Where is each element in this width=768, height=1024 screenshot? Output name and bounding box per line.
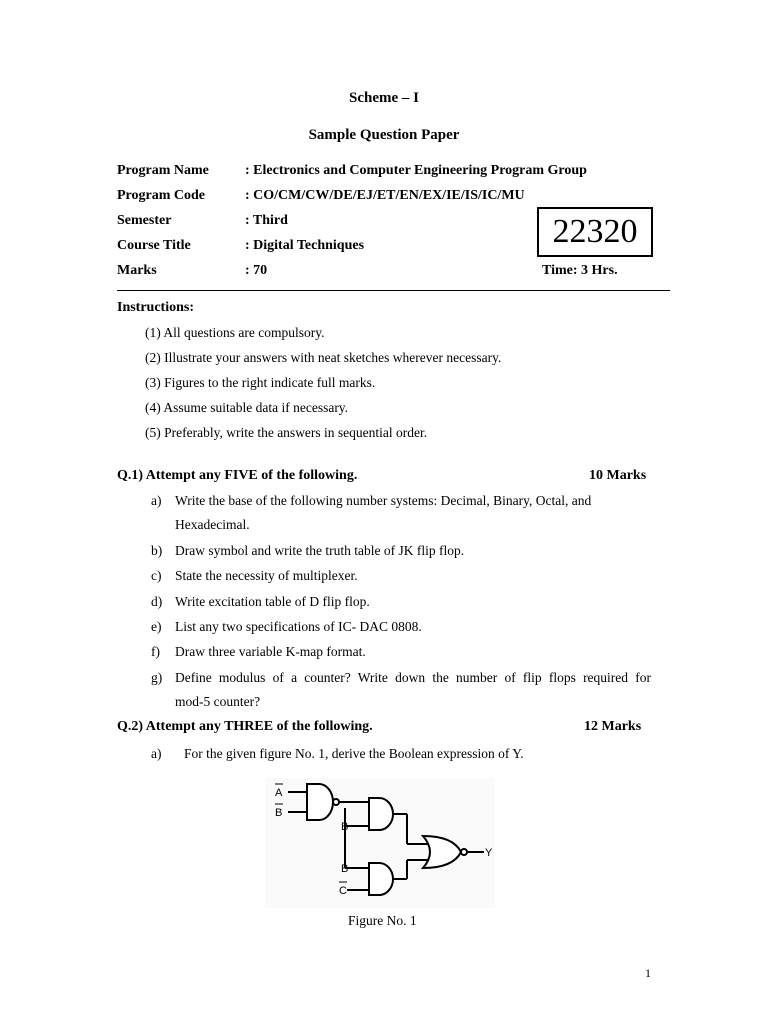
info-label: Course Title — [117, 238, 191, 253]
instructions-heading: Instructions: — [117, 300, 195, 315]
instruction-item: (5) Preferably, write the answers in sequential order. — [145, 425, 428, 440]
question-text: State the necessity of multiplexer. — [175, 568, 358, 583]
question-text: Draw three variable K-map format. — [175, 644, 366, 659]
question-text: List any two specifications of IC- DAC 0808. — [175, 619, 422, 634]
question-text: Hexadecimal. — [175, 517, 250, 532]
instruction-item: (2) Illustrate your answers with neat sketches wherever necessary. — [145, 350, 502, 365]
info-value: : 70 — [245, 263, 268, 278]
info-value: : Digital Techniques — [245, 238, 365, 253]
question-text: Draw symbol and write the truth table of JK flip flop. — [175, 543, 465, 558]
input-label-b2: B — [341, 821, 349, 833]
info-label: Semester — [117, 213, 172, 228]
and-gate-2 — [369, 798, 393, 830]
info-value: : Electronics and Computer Engineering Program Group — [245, 163, 587, 178]
q2-heading: Q.2) Attempt any THREE of the following. — [117, 719, 373, 734]
info-label: Marks — [117, 263, 157, 278]
question-text: For the given figure No. 1, derive the Boolean expression of Y. — [184, 746, 524, 761]
q1-marks: 10 Marks — [589, 468, 647, 483]
info-value: : Third — [245, 213, 288, 228]
question-text: Define modulus of a counter? Write down the number of flip flops required for — [175, 670, 651, 685]
figure-caption: Figure No. 1 — [348, 913, 417, 928]
input-label-c: C — [339, 885, 347, 897]
input-label-b: B — [275, 807, 283, 819]
question-text: Write excitation table of D flip flop. — [175, 594, 370, 609]
question-text: Write the base of the following number systems: Decimal, Binary, Octal, and — [175, 493, 592, 508]
question-text: mod-5 counter? — [175, 694, 261, 709]
question-letter: d) — [151, 594, 163, 609]
input-label-b3: B — [341, 863, 349, 875]
input-label-a: A — [275, 787, 283, 799]
question-letter: a) — [151, 493, 162, 508]
question-letter: a) — [151, 746, 162, 761]
scheme-heading: Scheme – I — [349, 90, 419, 106]
info-label: Program Name — [117, 163, 209, 178]
and-gate-3 — [369, 863, 393, 895]
question-letter: e) — [151, 619, 162, 634]
logic-circuit-figure — [265, 778, 495, 908]
instruction-item: (3) Figures to the right indicate full marks. — [145, 375, 376, 390]
page-number: 1 — [645, 966, 651, 980]
time-label: Time: 3 Hrs. — [542, 263, 618, 278]
course-code-box: 22320 — [537, 207, 653, 257]
info-label: Program Code — [117, 188, 205, 203]
output-label-y: Y — [485, 847, 493, 859]
q1-heading: Q.1) Attempt any FIVE of the following. — [117, 468, 358, 483]
instruction-item: (4) Assume suitable data if necessary. — [145, 400, 349, 415]
paper-title: Sample Question Paper — [308, 127, 460, 143]
question-letter: b) — [151, 543, 163, 558]
question-letter: f) — [151, 644, 160, 659]
info-value: : CO/CM/CW/DE/EJ/ET/EN/EX/IE/IS/IC/MU — [245, 188, 525, 203]
instruction-item: (1) All questions are compulsory. — [145, 325, 325, 340]
question-letter: g) — [151, 670, 163, 685]
question-letter: c) — [151, 568, 162, 583]
header-divider — [117, 290, 670, 291]
q2-marks: 12 Marks — [584, 719, 642, 734]
